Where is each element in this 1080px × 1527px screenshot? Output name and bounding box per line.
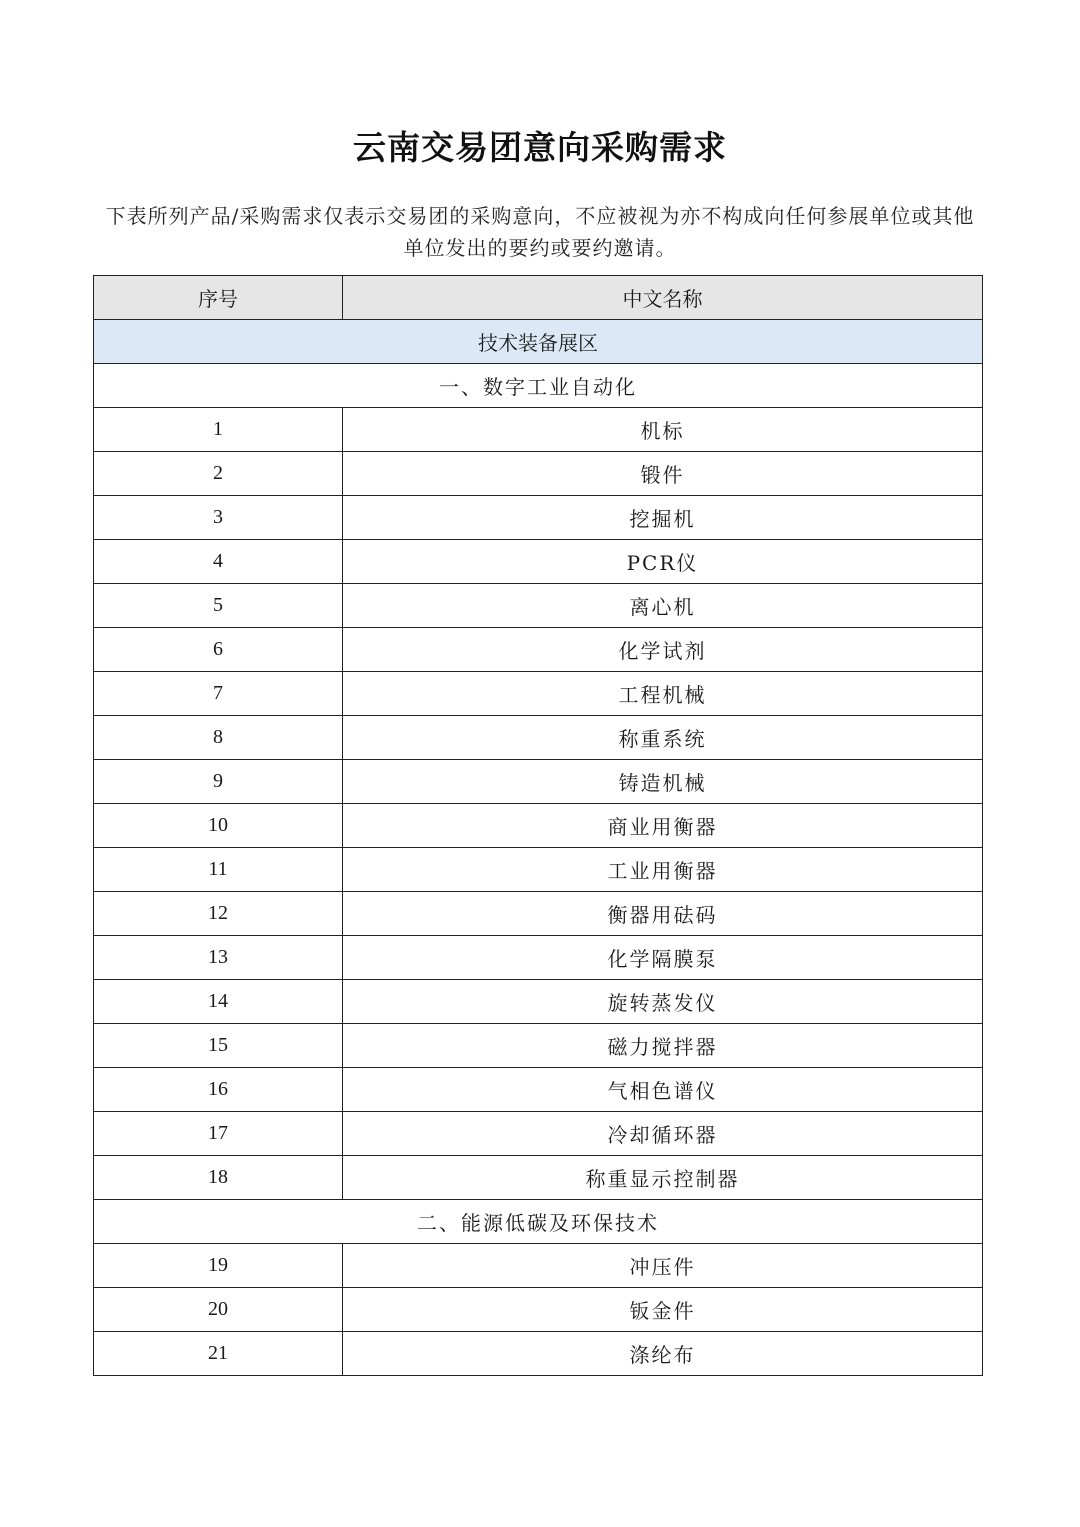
table-row [94,936,983,980]
section-row [94,1200,983,1244]
serial-number-cell: 15 [94,1024,343,1068]
serial-number-cell: 9 [94,760,343,804]
page-title: 云南交易团意向采购需求 [353,128,727,167]
table-row [94,716,983,760]
table-row [94,452,983,496]
serial-number-cell: 12 [94,892,343,936]
serial-number-cell: 13 [94,936,343,980]
product-name-cell: 气相色谱仪 [343,1068,983,1112]
product-name-cell: 铸造机械 [343,760,983,804]
serial-number-cell: 2 [94,452,343,496]
product-name-cell: 机标 [343,408,983,452]
product-name-cell: PCR仪 [343,540,983,584]
product-name-cell: 称重显示控制器 [343,1156,983,1200]
product-name-cell: 离心机 [343,584,983,628]
serial-number-cell: 7 [94,672,343,716]
table-body [94,320,983,1376]
product-name-cell: 化学隔膜泵 [343,936,983,980]
table-row [94,1288,983,1332]
product-name-cell: 商业用衡器 [343,804,983,848]
procurement-table [93,275,983,1376]
table-row [94,540,983,584]
product-name-cell: 衡器用砝码 [343,892,983,936]
table-row [94,760,983,804]
table-row [94,584,983,628]
product-name-cell: 磁力搅拌器 [343,1024,983,1068]
serial-number-cell: 16 [94,1068,343,1112]
serial-number-cell: 14 [94,980,343,1024]
serial-number-cell: 10 [94,804,343,848]
table-row [94,1024,983,1068]
serial-number-cell: 6 [94,628,343,672]
table-row [94,1156,983,1200]
product-name-cell: 冲压件 [343,1244,983,1288]
table-row [94,980,983,1024]
serial-number-cell: 21 [94,1332,343,1376]
header-serial-number: 序号 [94,276,343,320]
product-name-cell: 化学试剂 [343,628,983,672]
product-name-cell: 钣金件 [343,1288,983,1332]
product-name-cell: 旋转蒸发仪 [343,980,983,1024]
serial-number-cell: 4 [94,540,343,584]
serial-number-cell: 8 [94,716,343,760]
product-name-cell: 锻件 [343,452,983,496]
table-row [94,1112,983,1156]
serial-number-cell: 17 [94,1112,343,1156]
product-name-cell: 冷却循环器 [343,1112,983,1156]
table-row [94,672,983,716]
product-name-cell: 称重系统 [343,716,983,760]
serial-number-cell: 20 [94,1288,343,1332]
zone-row [94,320,983,364]
header-chinese-name: 中文名称 [343,276,983,320]
section-row [94,364,983,408]
table-row [94,628,983,672]
table-row [94,1332,983,1376]
table-row [94,1244,983,1288]
serial-number-cell: 1 [94,408,343,452]
intro-paragraph: 下表所列产品/采购需求仅表示交易团的采购意向，不应被视为亦不构成向任何参展单位或其他单位发出的要约或要约邀请。 [105,204,975,260]
product-name-cell: 挖掘机 [343,496,983,540]
table-row [94,804,983,848]
product-name-cell: 工程机械 [343,672,983,716]
section-title: 二、能源低碳及环保技术 [94,1200,983,1244]
table-row [94,848,983,892]
table-row [94,1068,983,1112]
serial-number-cell: 19 [94,1244,343,1288]
serial-number-cell: 3 [94,496,343,540]
serial-number-cell: 18 [94,1156,343,1200]
table-header-row [94,276,983,320]
table-row [94,892,983,936]
table-row [94,408,983,452]
product-name-cell: 工业用衡器 [343,848,983,892]
section-title: 一、数字工业自动化 [94,364,983,408]
serial-number-cell: 11 [94,848,343,892]
serial-number-cell: 5 [94,584,343,628]
product-name-cell: 涤纶布 [343,1332,983,1376]
zone-title: 技术装备展区 [94,320,983,364]
table-row [94,496,983,540]
